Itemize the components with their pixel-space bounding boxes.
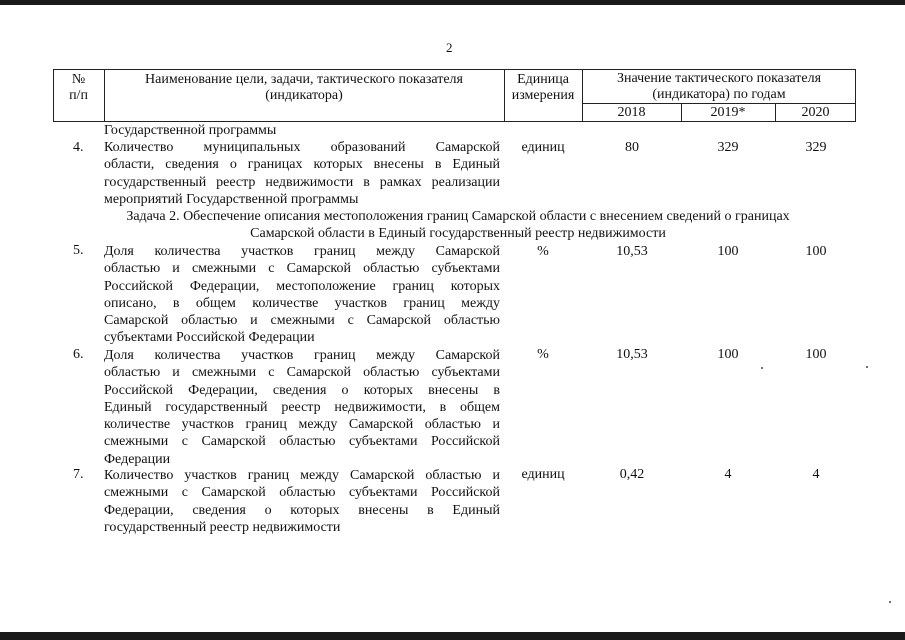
indicator-line: области, сведения о границах которых внесены в Единый [104, 157, 500, 173]
scan-border-bottom [0, 632, 905, 640]
row-indicator-name [104, 243, 500, 347]
row-unit: единиц [521, 140, 565, 155]
header-num-column [53, 72, 104, 104]
indicator-line: Федерации, сведения о которых внесены в Единый [104, 502, 500, 518]
row-value-2019: 100 [717, 347, 739, 362]
indicator-line: Российской Федерации, местоположение границ которых [104, 278, 500, 294]
header-name-column [104, 72, 504, 104]
indicator-line: Федерации [104, 451, 171, 467]
row-value-2020: 100 [805, 244, 827, 259]
row-indicator-name [104, 139, 500, 208]
row-number: 6. [73, 347, 84, 362]
task-heading [88, 208, 828, 243]
row-value-2020: 329 [805, 140, 827, 155]
indicator-line: мероприятий Государственной программы [104, 191, 359, 207]
header-unit-column [504, 72, 582, 104]
row-value-2019: 4 [724, 467, 732, 482]
scan-speck [761, 367, 763, 369]
page-number: 2 [446, 40, 453, 55]
row-indicator-name [104, 347, 500, 468]
header-num-line: п/п [69, 88, 88, 103]
scan-speck [866, 366, 868, 368]
row-number: 7. [73, 467, 84, 482]
task-heading-line: Самарской области в Единый государственный реестр недвижимости [250, 226, 666, 242]
scan-speck [889, 601, 891, 603]
row-unit: единиц [521, 467, 565, 482]
header-year-2020: 2020 [801, 105, 830, 120]
indicator-line: количестве участков границ между Самарской областью и [104, 417, 500, 433]
indicator-line: Количество участков границ между Самарской областью и [104, 468, 500, 483]
row-value-2019: 100 [717, 244, 739, 259]
header-name-line: (индикатора) [265, 88, 343, 103]
indicator-line: Количество муниципальных образований Самарской [104, 140, 500, 155]
indicator-line: областью и смежными с Самарской областью субъектами [104, 365, 500, 381]
indicator-line: смежными с Самарской областью субъектами Российской [104, 434, 500, 450]
row-unit: % [537, 347, 549, 362]
header-year-2018: 2018 [617, 105, 646, 120]
row-number: 5. [73, 243, 84, 258]
header-values-line: Значение тактического показателя [616, 71, 822, 86]
row-indicator-name [104, 467, 500, 536]
indicator-line: Единый государственный реестр недвижимости, в общем [104, 399, 500, 415]
continuation-text: Государственной программы [104, 123, 277, 138]
scan-border-top [0, 0, 905, 5]
row-value-2020: 4 [812, 467, 820, 482]
indicator-line: областью и смежными с Самарской областью субъектами [104, 261, 500, 277]
indicator-line: описано, в общем количестве участков границ между [104, 295, 500, 311]
header-subdivider [582, 103, 856, 104]
row-value-2018: 0,42 [619, 467, 645, 482]
indicator-line: смежными с Самарской областью субъектами Российской [104, 485, 500, 501]
indicator-line: государственный реестр недвижимости в рамках реализации [104, 174, 500, 190]
header-unit-line: Единица [517, 72, 569, 87]
row-value-2018: 80 [625, 140, 639, 155]
indicator-line: субъектами Российской Федерации [104, 330, 315, 346]
indicator-line: Доля количества участков границ между Самарской [104, 244, 500, 259]
header-values-line: (индикатора) по годам [652, 87, 786, 102]
header-values-column [582, 71, 856, 103]
row-value-2019: 329 [717, 140, 739, 155]
header-year-2019: 2019* [710, 105, 746, 120]
indicator-line: Самарской областью и смежными с Самарской областью [104, 313, 500, 329]
row-value-2020: 100 [805, 347, 827, 362]
row-unit: % [537, 244, 549, 259]
indicator-line: Российской Федерации, сведения о которых внесены в [104, 382, 500, 398]
indicator-line: Доля количества участков границ между Самарской [104, 348, 500, 363]
row-number: 4. [73, 140, 84, 155]
row-value-2018: 10,53 [616, 347, 648, 362]
row-value-2018: 10,53 [616, 244, 648, 259]
header-name-line: Наименование цели, задачи, тактического показателя [145, 72, 463, 87]
task-heading-line: Задача 2. Обеспечение описания местоположения границ Самарской области с внесением сведений о границах [126, 209, 790, 224]
header-unit-line: измерения [511, 88, 575, 103]
indicator-line: государственный реестр недвижимости [104, 519, 341, 535]
header-num-line: № [71, 72, 86, 87]
